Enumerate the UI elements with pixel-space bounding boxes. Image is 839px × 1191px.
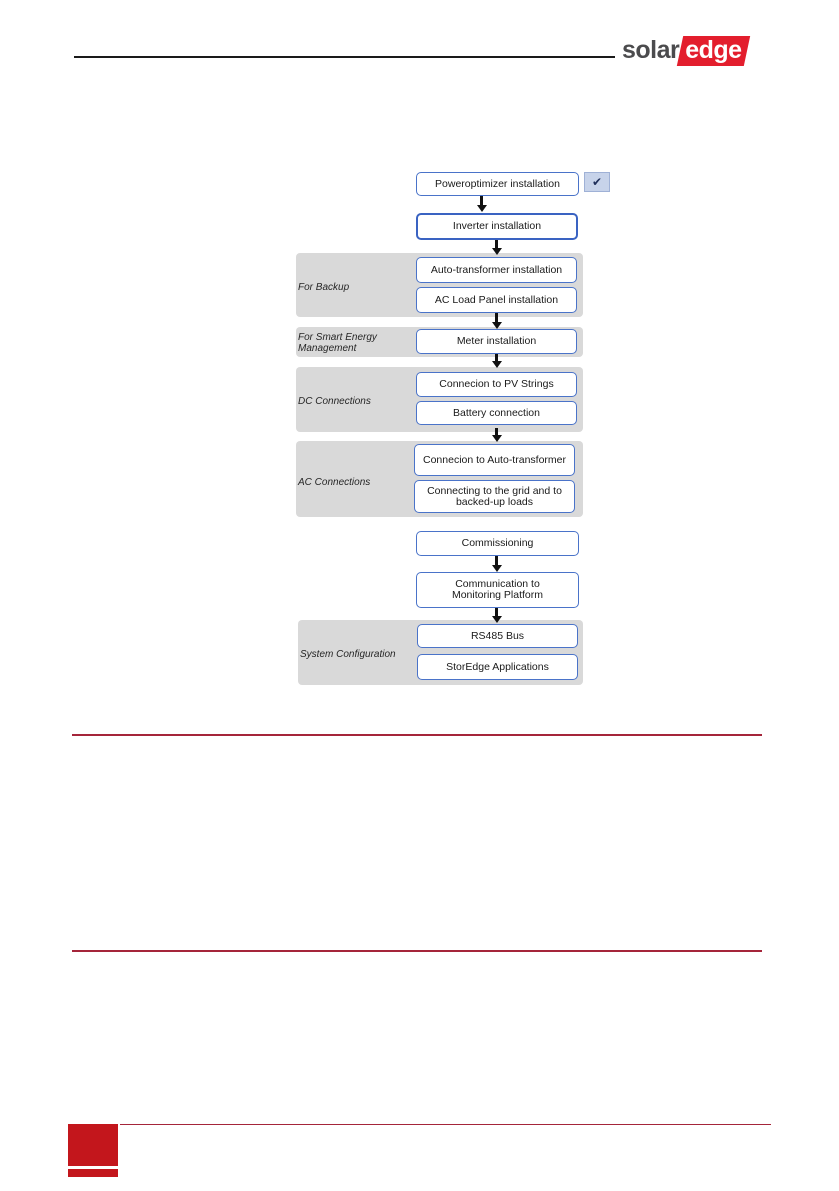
- step-meter-installation: Meter installation: [416, 329, 577, 354]
- step-connecting-grid-backed-up-loads: Connecting to the grid and to backed-up loads: [414, 480, 575, 513]
- step-connection-auto-transformer: Connecion to Auto-transformer: [414, 444, 575, 476]
- group-label-smart-energy: For Smart Energy Management: [298, 332, 377, 354]
- arrow-head: [492, 565, 502, 572]
- group-label-ac-connections: AC Connections: [298, 477, 371, 488]
- footer-rule: [120, 1124, 771, 1125]
- step-auto-transformer-installation: Auto-transformer installation: [416, 257, 577, 283]
- footer-accent-bar: [68, 1169, 118, 1177]
- arrow-shaft: [495, 556, 498, 565]
- footer-page-block: [68, 1124, 118, 1166]
- group-label-for-backup: For Backup: [298, 282, 350, 293]
- section-rule-bottom: [72, 950, 762, 952]
- step-storedge-applications: StorEdge Applications: [417, 654, 578, 680]
- section-rule-top: [72, 734, 762, 736]
- arrow-shaft: [495, 354, 498, 361]
- arrow-head: [477, 205, 487, 212]
- step-commissioning: Commissioning: [416, 531, 579, 556]
- arrow-shaft: [495, 240, 498, 248]
- logo-edge-text: edge: [685, 36, 742, 64]
- arrow-head: [492, 248, 502, 255]
- arrow-head: [492, 322, 502, 329]
- step-battery-connection: Battery connection: [416, 401, 577, 425]
- step-rs485-bus: RS485 Bus: [417, 624, 578, 648]
- completed-check-icon: ✔: [584, 172, 610, 192]
- step-inverter-installation: Inverter installation: [416, 213, 578, 240]
- arrow-shaft: [495, 428, 498, 435]
- arrow-head: [492, 616, 502, 623]
- group-label-dc-connections: DC Connections: [298, 396, 371, 407]
- arrow-shaft: [495, 608, 498, 616]
- step-communication-monitoring-platform: Communication to Monitoring Platform: [416, 572, 579, 608]
- arrow-shaft: [480, 196, 483, 205]
- group-label-system-configuration: System Configuration: [300, 649, 396, 660]
- logo-solar-text: solar: [622, 36, 680, 64]
- step-connection-pv-strings: Connecion to PV Strings: [416, 372, 577, 397]
- arrow-head: [492, 361, 502, 368]
- step-poweroptimizer-installation: Poweroptimizer installation: [416, 172, 579, 196]
- arrow-head: [492, 435, 502, 442]
- step-ac-load-panel-installation: AC Load Panel installation: [416, 287, 577, 313]
- arrow-shaft: [495, 313, 498, 322]
